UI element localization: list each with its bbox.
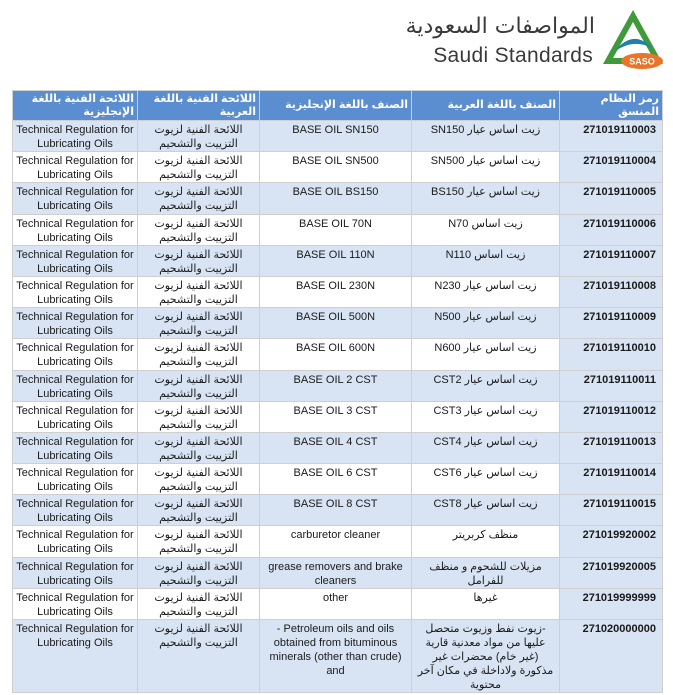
item-arabic-cell: زيت اساس N110: [412, 245, 560, 276]
item-english-cell: BASE OIL 110N: [260, 245, 412, 276]
regulation-arabic-cell: اللائحة الفنية لزيوت التزييت والتشحيم: [138, 495, 260, 526]
regulation-arabic-cell: اللائحة الفنية لزيوت التزييت والتشحيم: [138, 339, 260, 370]
regulation-arabic-cell: اللائحة الفنية لزيوت التزييت والتشحيم: [138, 152, 260, 183]
item-arabic-cell: زيت اساس عيار CST6: [412, 464, 560, 495]
item-english-cell: - Petroleum oils and oils obtained from bituminous minerals (other than crude) and: [260, 620, 412, 693]
hs-codes-table: [12, 90, 663, 693]
item-english-cell: BASE OIL 3 CST: [260, 401, 412, 432]
item-arabic-cell: -زيوت نفط وزيوت متحصل عليها من مواد معدنية قارية (غير خام) محضرات غير مذكورة ولاداخلة في مكان آخر محتوية: [412, 620, 560, 693]
logo-badge-text: SASO: [629, 56, 655, 67]
regulation-arabic-cell: اللائحة الفنية لزيوت التزييت والتشحيم: [138, 121, 260, 152]
regulation-english-cell: Technical Regulation for Lubricating Oils: [13, 464, 138, 495]
regulation-english-cell: Technical Regulation for Lubricating Oils: [13, 339, 138, 370]
hs-code-cell: 271019110007: [560, 245, 663, 276]
item-arabic-cell: زيت اساس عيار CST3: [412, 401, 560, 432]
regulation-english-cell: Technical Regulation for Lubricating Oils: [13, 214, 138, 245]
regulation-english-cell: Technical Regulation for Lubricating Oils: [13, 557, 138, 588]
regulation-arabic-cell: اللائحة الفنية لزيوت التزييت والتشحيم: [138, 588, 260, 619]
regulation-english-cell: Technical Regulation for Lubricating Oils: [13, 620, 138, 693]
item-english-cell: BASE OIL SN500: [260, 152, 412, 183]
regulation-arabic-cell: اللائحة الفنية لزيوت التزييت والتشحيم: [138, 245, 260, 276]
regulation-english-cell: Technical Regulation for Lubricating Oils: [13, 526, 138, 557]
regulation-english-cell: Technical Regulation for Lubricating Oils: [13, 183, 138, 214]
regulation-arabic-cell: اللائحة الفنية لزيوت التزييت والتشحيم: [138, 308, 260, 339]
item-arabic-cell: منظف كربريتر: [412, 526, 560, 557]
hs-code-cell: 271019920005: [560, 557, 663, 588]
regulation-english-cell: Technical Regulation for Lubricating Oils: [13, 245, 138, 276]
hs-code-cell: 271020000000: [560, 620, 663, 693]
table-row: [13, 495, 663, 526]
item-english-cell: BASE OIL 600N: [260, 339, 412, 370]
regulation-english-cell: Technical Regulation for Lubricating Oils: [13, 588, 138, 619]
hs-code-cell: 271019110006: [560, 214, 663, 245]
logo-english-text: Saudi Standards: [433, 44, 593, 67]
table-row: [13, 401, 663, 432]
item-english-cell: BASE OIL 4 CST: [260, 432, 412, 463]
table-row: [13, 308, 663, 339]
regulation-english-cell: Technical Regulation for Lubricating Oils: [13, 495, 138, 526]
item-english-cell: BASE OIL 8 CST: [260, 495, 412, 526]
item-arabic-cell: زيت اساس N70: [412, 214, 560, 245]
hs-code-cell: 271019110009: [560, 308, 663, 339]
regulation-english-cell: Technical Regulation for Lubricating Oils: [13, 432, 138, 463]
table-header-row: [13, 91, 663, 121]
regulation-english-cell: Technical Regulation for Lubricating Oils: [13, 121, 138, 152]
table-row: [13, 370, 663, 401]
logo-arabic-text: المواصفات السعودية: [405, 14, 595, 39]
regulation-english-cell: Technical Regulation for Lubricating Oils: [13, 308, 138, 339]
table-row: [13, 214, 663, 245]
item-arabic-cell: زيت اساس عيار N500: [412, 308, 560, 339]
item-english-cell: grease removers and brake cleaners: [260, 557, 412, 588]
table-row: [13, 152, 663, 183]
item-arabic-cell: زيت اساس عيار SN150: [412, 121, 560, 152]
regulation-arabic-cell: اللائحة الفنية لزيوت التزييت والتشحيم: [138, 432, 260, 463]
regulation-arabic-cell: اللائحة الفنية لزيوت التزييت والتشحيم: [138, 620, 260, 693]
hs-code-cell: 271019110011: [560, 370, 663, 401]
regulation-english-cell: Technical Regulation for Lubricating Oils: [13, 152, 138, 183]
item-arabic-cell: زيت اساس عيار N230: [412, 276, 560, 307]
item-arabic-cell: زيت اساس عيار N600: [412, 339, 560, 370]
item-english-cell: carburetor cleaner: [260, 526, 412, 557]
column-header-item-arabic: الصنف باللغة العربية: [412, 91, 560, 121]
item-arabic-cell: زيت اساس عيار CST8: [412, 495, 560, 526]
hs-code-cell: 271019920002: [560, 526, 663, 557]
item-english-cell: BASE OIL SN150: [260, 121, 412, 152]
table-row: [13, 432, 663, 463]
item-arabic-cell: زيت اساس عيار BS150: [412, 183, 560, 214]
item-english-cell: BASE OIL 230N: [260, 276, 412, 307]
regulation-english-cell: Technical Regulation for Lubricating Oils: [13, 370, 138, 401]
item-english-cell: BASE OIL 6 CST: [260, 464, 412, 495]
regulation-arabic-cell: اللائحة الفنية لزيوت التزييت والتشحيم: [138, 183, 260, 214]
hs-code-cell: 271019110004: [560, 152, 663, 183]
regulation-english-cell: Technical Regulation for Lubricating Oils: [13, 276, 138, 307]
hs-code-cell: 271019110013: [560, 432, 663, 463]
item-english-cell: BASE OIL BS150: [260, 183, 412, 214]
table-row: [13, 620, 663, 693]
table-row: [13, 183, 663, 214]
item-arabic-cell: زيت اساس عيار SN500: [412, 152, 560, 183]
table-row: [13, 276, 663, 307]
table-row: [13, 121, 663, 152]
regulation-arabic-cell: اللائحة الفنية لزيوت التزييت والتشحيم: [138, 557, 260, 588]
column-header-hs-code: رمز النظام المنسق: [560, 91, 663, 121]
hs-code-cell: 271019110008: [560, 276, 663, 307]
table-row: [13, 588, 663, 619]
item-arabic-cell: غيرها: [412, 588, 560, 619]
column-header-regulation-english: اللائحة الفنية باللغة الإنجليزية: [13, 91, 138, 121]
hs-code-cell: 271019110003: [560, 121, 663, 152]
regulation-arabic-cell: اللائحة الفنية لزيوت التزييت والتشحيم: [138, 401, 260, 432]
hs-code-cell: 271019110012: [560, 401, 663, 432]
item-english-cell: BASE OIL 70N: [260, 214, 412, 245]
table-row: [13, 557, 663, 588]
column-header-item-english: الصنف باللغة الإنجليزية: [260, 91, 412, 121]
regulation-arabic-cell: اللائحة الفنية لزيوت التزييت والتشحيم: [138, 276, 260, 307]
table-row: [13, 526, 663, 557]
page-header: [0, 0, 673, 88]
regulation-arabic-cell: اللائحة الفنية لزيوت التزييت والتشحيم: [138, 214, 260, 245]
item-english-cell: other: [260, 588, 412, 619]
table-row: [13, 245, 663, 276]
saso-logo-icon: [600, 8, 666, 70]
hs-code-cell: 271019110014: [560, 464, 663, 495]
table-row: [13, 464, 663, 495]
hs-code-cell: 271019999999: [560, 588, 663, 619]
regulation-arabic-cell: اللائحة الفنية لزيوت التزييت والتشحيم: [138, 370, 260, 401]
hs-code-cell: 271019110005: [560, 183, 663, 214]
item-english-cell: BASE OIL 2 CST: [260, 370, 412, 401]
regulation-arabic-cell: اللائحة الفنية لزيوت التزييت والتشحيم: [138, 464, 260, 495]
item-arabic-cell: زيت اساس عيار CST4: [412, 432, 560, 463]
regulation-english-cell: Technical Regulation for Lubricating Oils: [13, 401, 138, 432]
table-row: [13, 339, 663, 370]
item-arabic-cell: مزيلات للشحوم و منظف للفرامل: [412, 557, 560, 588]
column-header-regulation-arabic: اللائحة الفنية باللغة العربية: [138, 91, 260, 121]
item-english-cell: BASE OIL 500N: [260, 308, 412, 339]
hs-code-cell: 271019110015: [560, 495, 663, 526]
regulation-arabic-cell: اللائحة الفنية لزيوت التزييت والتشحيم: [138, 526, 260, 557]
hs-code-cell: 271019110010: [560, 339, 663, 370]
item-arabic-cell: زيت اساس عيار CST2: [412, 370, 560, 401]
